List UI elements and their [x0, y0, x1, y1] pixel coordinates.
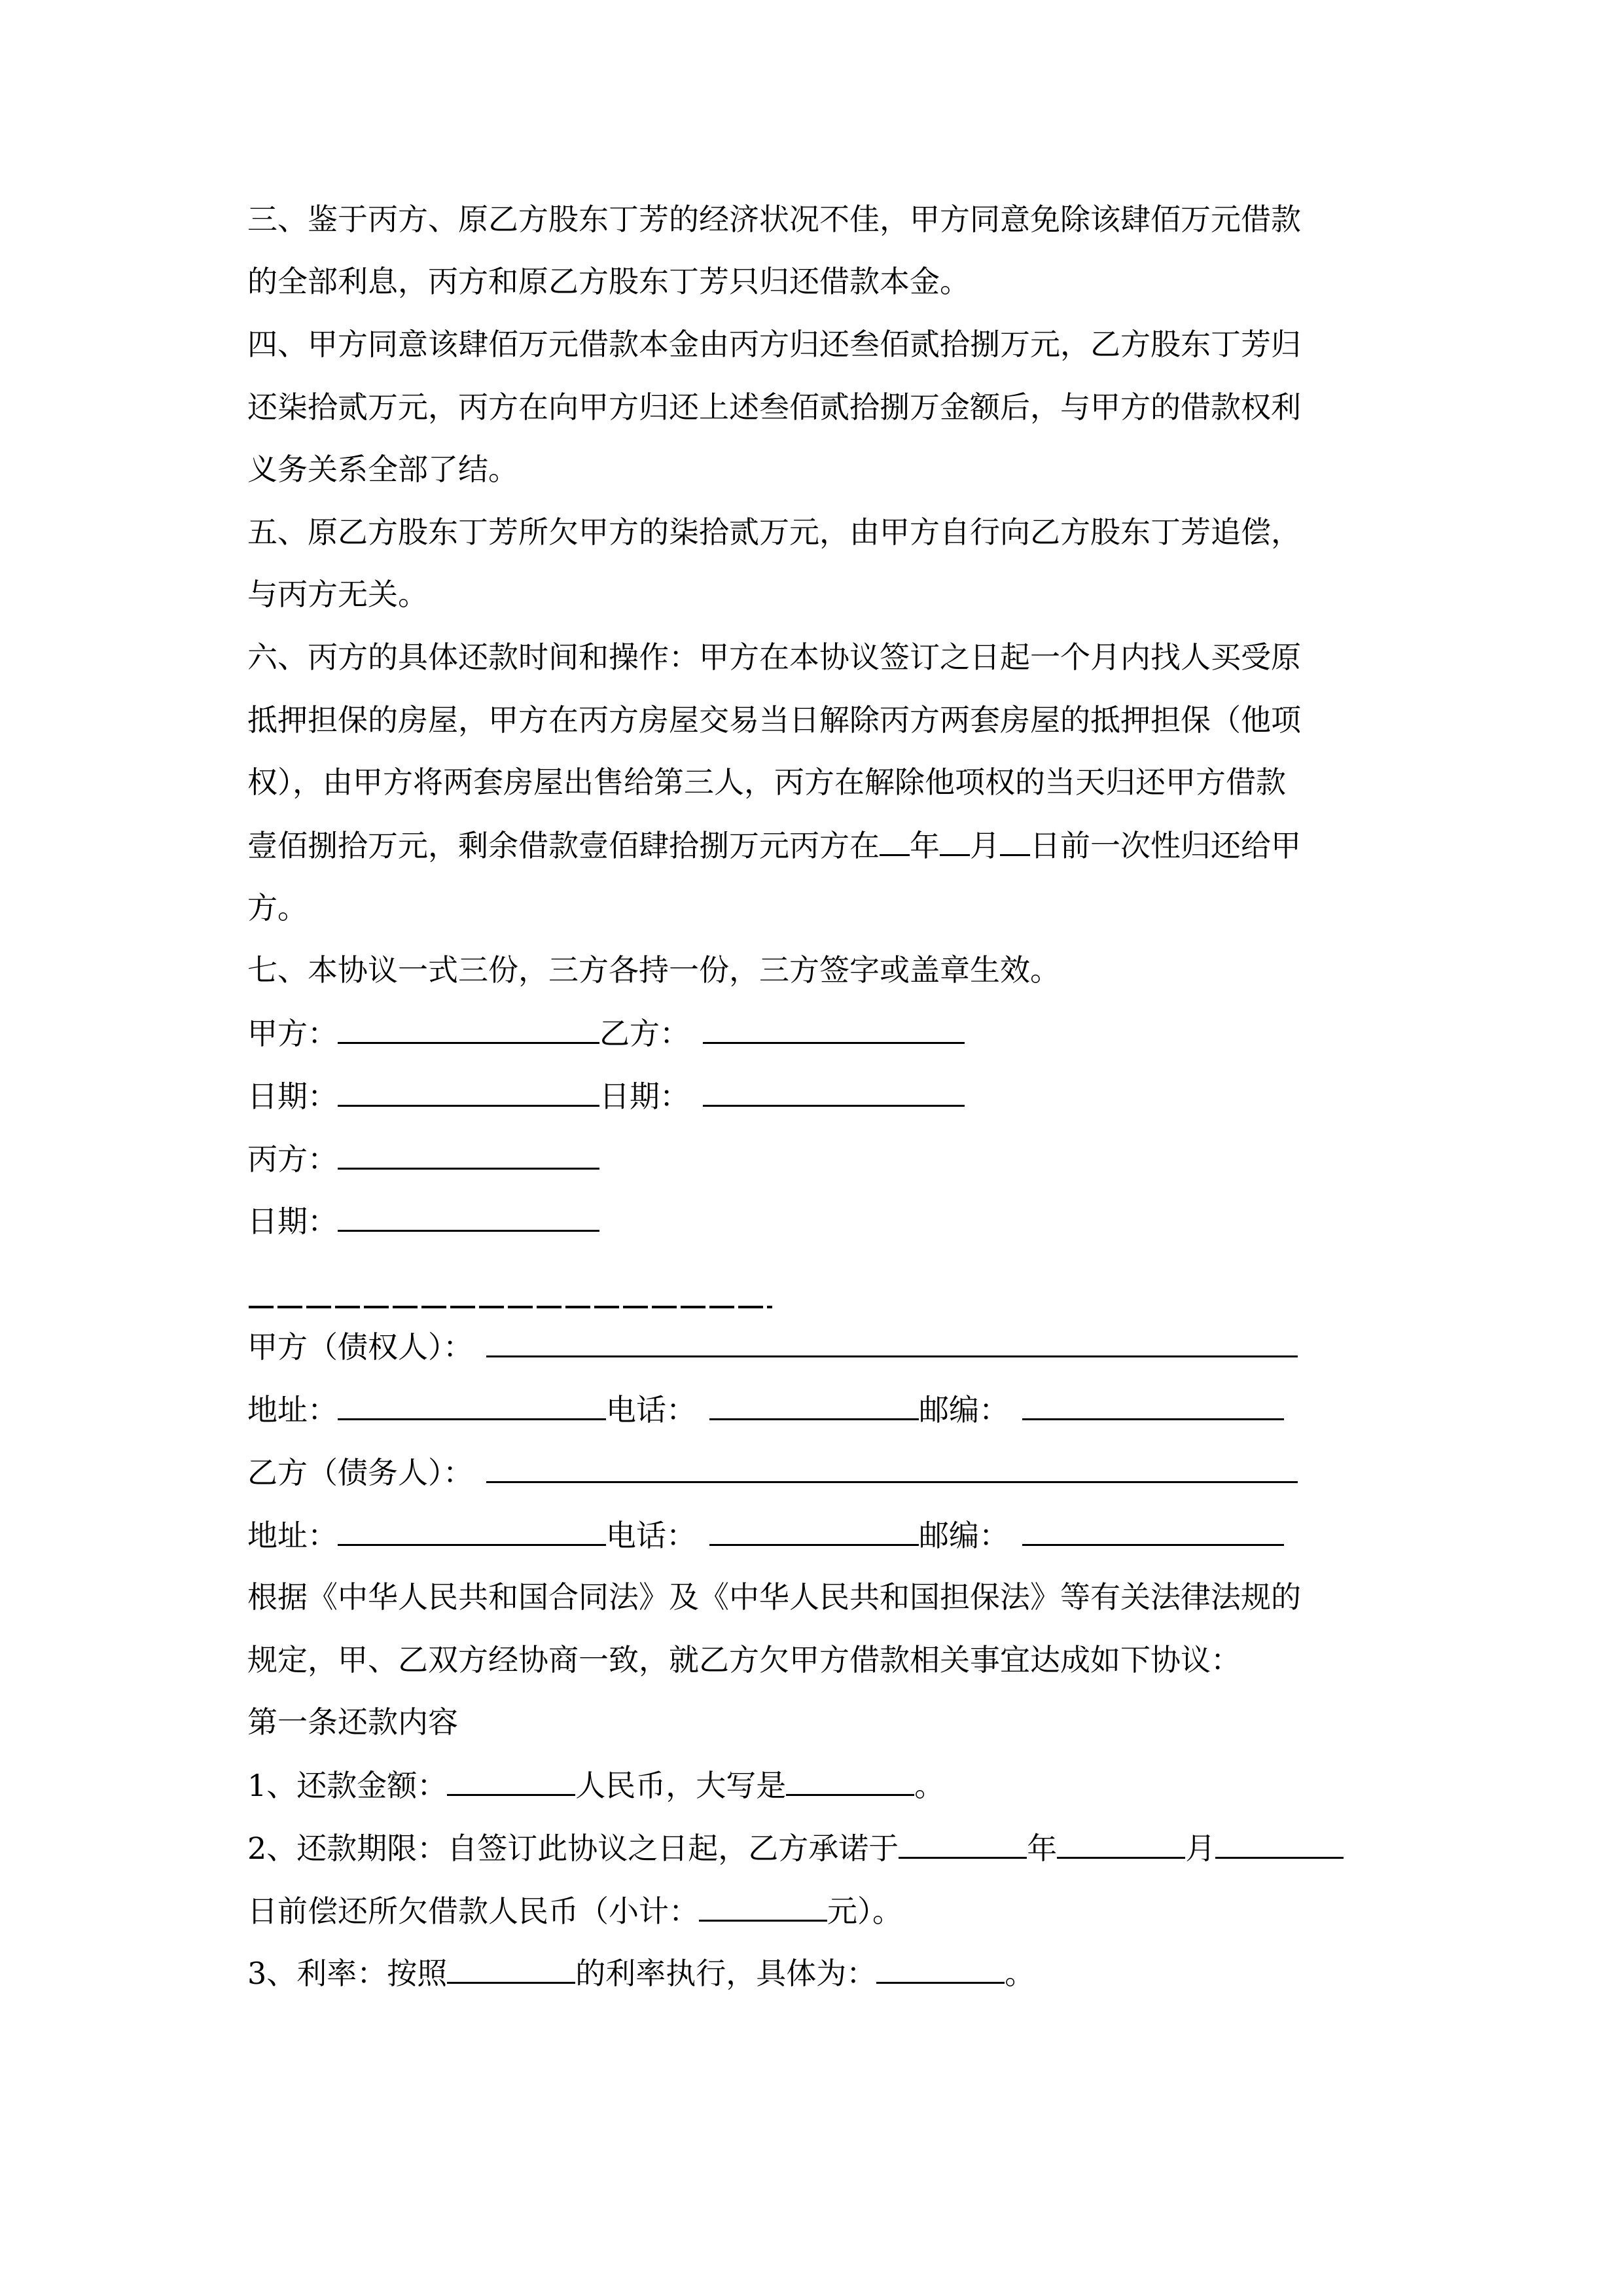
item-2-row: [247, 1828, 1344, 1868]
item-2-row-2: [247, 1891, 902, 1931]
clause-5-line-1: 五、原乙方股东丁芳所欠甲方的柒拾贰万元，由甲方自行向乙方股东丁芳追偿，: [247, 514, 1301, 550]
date-c-field[interactable]: [338, 1201, 599, 1232]
address-label: 地址：: [247, 1518, 338, 1553]
creditor-row: [247, 1327, 1298, 1367]
clause-6-text: 壹佰捌拾万元，剩余借款壹佰肆拾捌万元丙方在: [247, 828, 880, 863]
signature-row-dates: [247, 1076, 965, 1116]
clause-7: 七、本协议一式三份，三方各持一份，三方签字或盖章生效。: [247, 952, 1060, 988]
creditor-label: 甲方（债权人）：: [247, 1329, 473, 1365]
clause-4-line-2: 还柒拾贰万元，丙方在向甲方归还上述叁佰贰拾捌万金额后，与甲方的借款权利: [247, 389, 1301, 425]
date-label-c: 日期：: [247, 1204, 338, 1239]
debtor-row: [247, 1452, 1298, 1492]
repay-day-field[interactable]: [1215, 1828, 1344, 1859]
year-label: 年: [1027, 1831, 1058, 1866]
date-label-b: 日期：: [599, 1079, 690, 1114]
item-2-end: 元）。: [827, 1893, 902, 1929]
signature-row-date-c: [247, 1201, 599, 1241]
party-b-signature-field[interactable]: [703, 1013, 965, 1044]
debtor-label: 乙方（债务人）：: [247, 1455, 473, 1490]
item-3-label: 3、利率：按照: [247, 1956, 448, 1991]
creditor-field[interactable]: [486, 1327, 1298, 1357]
article-1-title: 第一条还款内容: [247, 1704, 458, 1740]
party-c-signature-field[interactable]: [338, 1139, 599, 1170]
signature-row-parties: [247, 1013, 965, 1053]
item-2-label: 2、还款期限：自签订此协议之日起，乙方承诺于: [247, 1831, 899, 1866]
item-1-label: 1、还款金额：: [247, 1768, 448, 1803]
rate-detail-field[interactable]: [876, 1953, 1005, 1984]
postcode-label: 邮编：: [919, 1392, 1009, 1427]
debtor-field[interactable]: [486, 1452, 1298, 1483]
phone-label: 电话：: [606, 1392, 696, 1427]
creditor-contact-row: [247, 1390, 1284, 1429]
clause-4-line-3: 义务关系全部了结。: [247, 452, 518, 487]
party-a-signature-field[interactable]: [338, 1013, 599, 1044]
clause-6-line-2: 抵押担保的房屋，甲方在丙方房屋交易当日解除丙方两套房屋的抵押担保（他项: [247, 702, 1301, 738]
clause-3-line-2: 的全部利息，丙方和原乙方股东丁芳只归还借款本金。: [247, 264, 970, 299]
item-3-row: [247, 1953, 1035, 1993]
postcode-label: 邮编：: [919, 1518, 1009, 1553]
clause-4-line-1: 四、甲方同意该肆佰万元借款本金由丙方归还叁佰贰拾捌万元，乙方股东丁芳归: [247, 327, 1301, 362]
signature-row-party-c: [247, 1139, 599, 1179]
address-label: 地址：: [247, 1392, 338, 1427]
clause-6-line-5: 方。: [247, 890, 308, 925]
item-2-continued: 日前偿还所欠借款人民币（小计：: [247, 1893, 699, 1929]
creditor-phone-field[interactable]: [709, 1390, 919, 1420]
creditor-postcode-field[interactable]: [1022, 1390, 1284, 1420]
clause-6-line-3: 权），由甲方将两套房屋出售给第三人，丙方在解除他项权的当天归还甲方借款: [247, 764, 1286, 800]
item-1-end: 。: [914, 1768, 945, 1803]
section-divider: [249, 1306, 772, 1308]
rate-basis-field[interactable]: [447, 1953, 575, 1984]
creditor-address-field[interactable]: [338, 1390, 606, 1420]
day-blank[interactable]: [1000, 825, 1030, 856]
clause-6-tail: 日前一次性归还给甲: [1030, 828, 1301, 863]
item-1-row: [247, 1765, 944, 1805]
item-3-mid: 的利率执行，具体为：: [575, 1956, 877, 1991]
repay-year-field[interactable]: [899, 1828, 1027, 1859]
phone-label: 电话：: [606, 1518, 696, 1553]
repay-month-field[interactable]: [1057, 1828, 1185, 1859]
party-a-label: 甲方：: [247, 1016, 338, 1051]
year-label: 年: [910, 828, 940, 863]
date-a-field[interactable]: [338, 1076, 599, 1107]
item-3-end: 。: [1005, 1956, 1035, 1991]
amount-field[interactable]: [447, 1765, 575, 1796]
month-label: 月: [970, 828, 1000, 863]
clause-6-line-4: [247, 825, 1301, 865]
subtotal-field[interactable]: [699, 1891, 827, 1922]
month-blank[interactable]: [940, 825, 970, 856]
year-blank[interactable]: [880, 825, 910, 856]
item-1-mid: 人民币，大写是: [575, 1768, 787, 1803]
clause-6-line-1: 六、丙方的具体还款时间和操作：甲方在本协议签订之日起一个月内找人买受原: [247, 639, 1301, 675]
clause-5-line-2: 与丙方无关。: [247, 577, 428, 612]
month-label: 月: [1185, 1831, 1216, 1866]
debtor-phone-field[interactable]: [709, 1515, 919, 1546]
party-c-label: 丙方：: [247, 1141, 338, 1177]
debtor-address-field[interactable]: [338, 1515, 606, 1546]
intro-line-1: 根据《中华人民共和国合同法》及《中华人民共和国担保法》等有关法律法规的: [247, 1579, 1301, 1615]
clause-3-line-1: 三、鉴于丙方、原乙方股东丁芳的经济状况不佳，甲方同意免除该肆佰万元借款: [247, 202, 1301, 237]
amount-uppercase-field[interactable]: [786, 1765, 914, 1796]
date-b-field[interactable]: [703, 1076, 965, 1107]
debtor-contact-row: [247, 1515, 1284, 1555]
date-label-a: 日期：: [247, 1079, 338, 1114]
party-b-label: 乙方：: [599, 1016, 690, 1051]
intro-line-2: 规定，甲、乙双方经协商一致，就乙方欠甲方借款相关事宜达成如下协议：: [247, 1642, 1241, 1677]
debtor-postcode-field[interactable]: [1022, 1515, 1284, 1546]
